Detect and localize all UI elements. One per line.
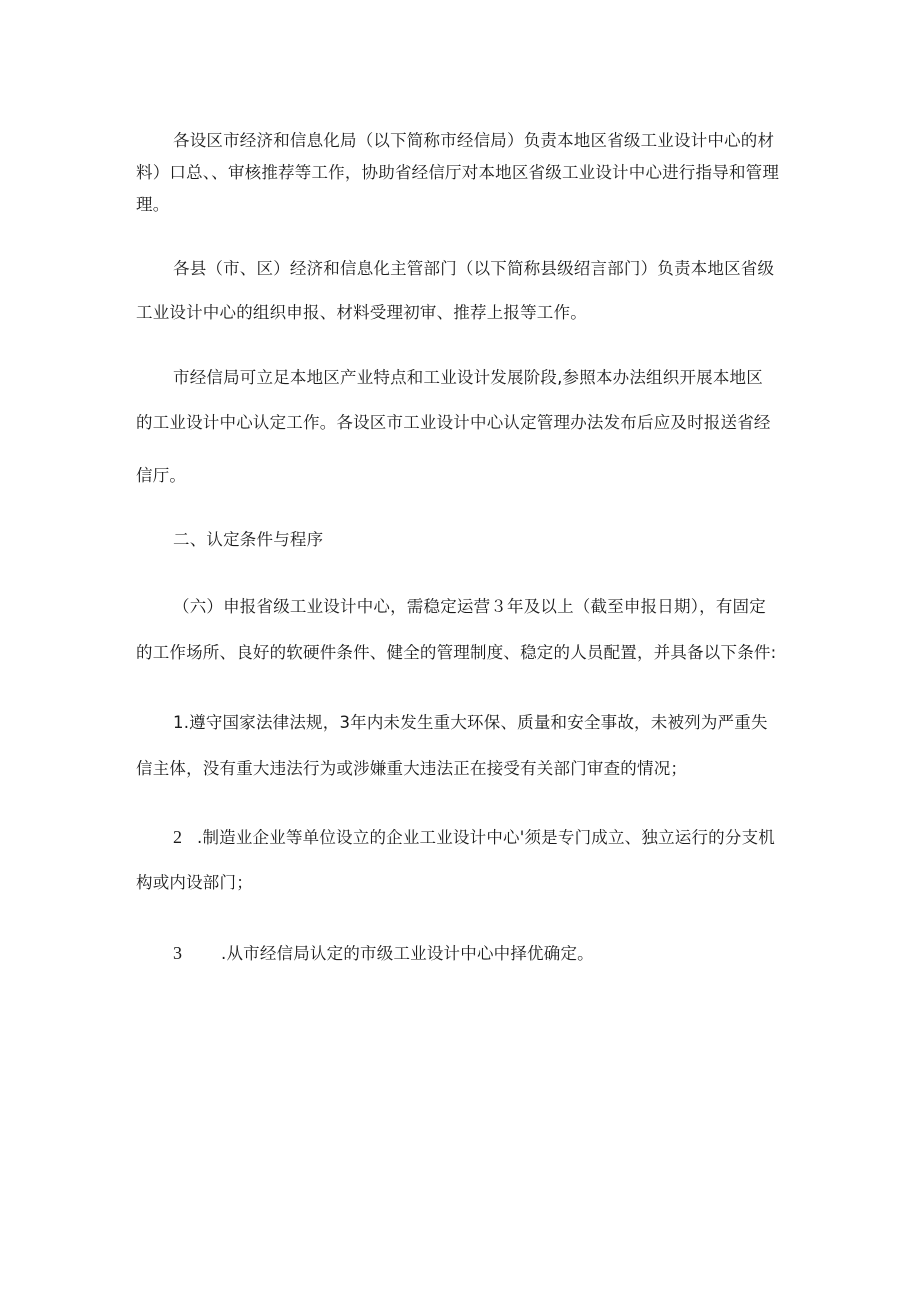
section-heading: 二、认定条件与程序 (173, 530, 324, 549)
paragraph-1-line-1: 各设区市经济和信息化局（以下简称市经信局）负责本地区省级工业设计中心的材 (173, 131, 775, 150)
item-2-number: 2 (173, 827, 183, 847)
item-2-line-1 (173, 826, 775, 849)
paragraph-3-line-2: 的工业设计中心认定工作。各设区市工业设计中心认定管理办法发布后应及时报送省经 (136, 413, 771, 432)
paragraph-2-line-2: 工业设计中心的组织申报、材料受理初审、推荐上报等工作。 (136, 303, 587, 322)
item-2-line-2: 构或内设部门； (136, 873, 253, 892)
item-1-line-1: 1.遵守国家法律法规，3年内未发生重大环保、质量和安全事故，未被列为严重失 (173, 713, 768, 732)
item-3-text: .从市经信局认定的市级工业设计中心中择优确定。 (221, 944, 594, 963)
item-2-text: .制造业企业等单位设立的企业工业设计中心'须是专门成立、独立运行的分支机 (197, 828, 775, 847)
paragraph-4-line-1: （六）申报省级工业设计中心，需稳定运营３年及以上（截至申报日期），有固定 (173, 597, 766, 616)
paragraph-4-line-2: 的工作场所、良好的软硬件条件、健全的管理制度、稳定的人员配置，并具备以下条件: (136, 643, 777, 662)
paragraph-3-line-1: 市经信局可立足本地区产业特点和工业设计发展阶段,参照本办法组织开展本地区 (173, 368, 763, 387)
paragraph-3-line-3: 信厅。 (136, 466, 187, 485)
paragraph-2-line-1: 各县（市、区）经济和信息化主管部门（以下简称县级绍言部门）负责本地区省级 (173, 259, 775, 278)
paragraph-1-line-3: 理。 (136, 195, 170, 214)
item-3-number: 3 (173, 943, 183, 963)
item-1-line-2: 信主体，没有重大违法行为或涉嫌重大违法正在接受有关部门审查的情况； (136, 759, 688, 778)
item-3-line-1 (173, 942, 594, 965)
paragraph-1-line-2: 料）口总、、审核推荐等工作，协助省经信厅对本地区省级工业设计中心进行指导和管理 (136, 163, 780, 182)
